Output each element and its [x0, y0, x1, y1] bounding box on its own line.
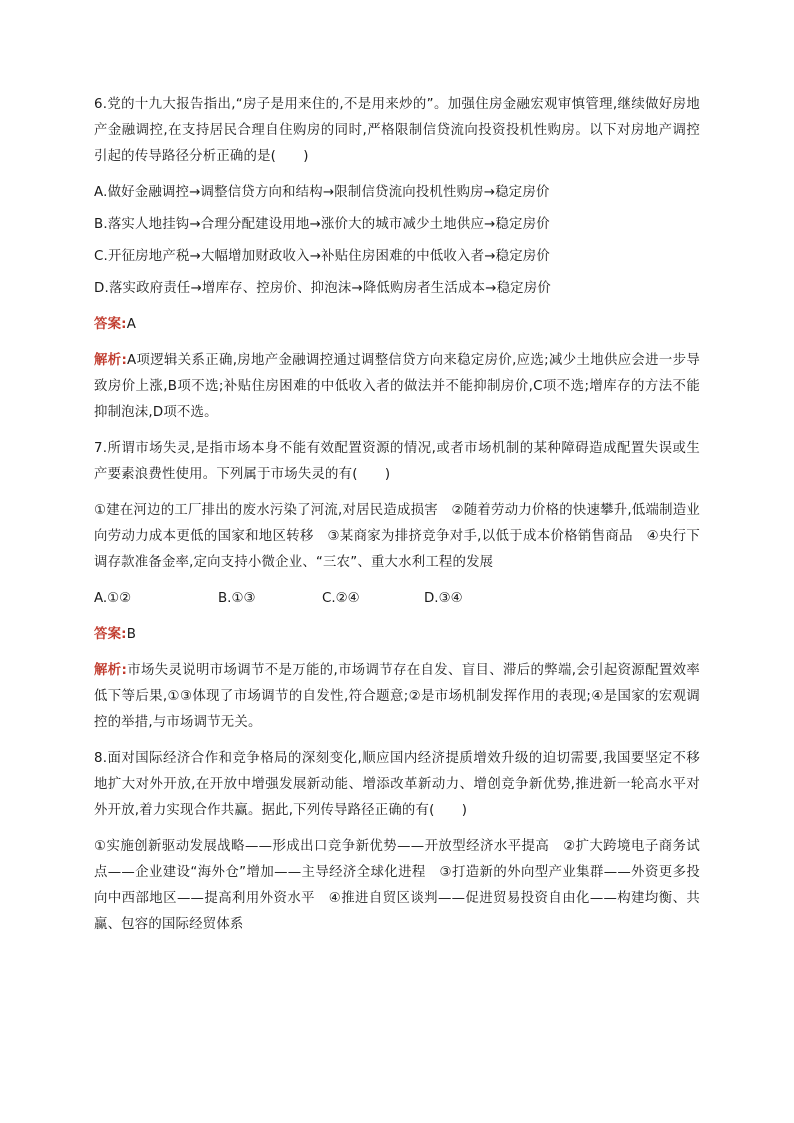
document-page [94, 92, 700, 938]
q6-option-a: A.做好金融调控→调整信贷方向和结构→限制信贷流向投机性购房→稳定房价 [94, 185, 550, 200]
q7-option-b: B.①③ [218, 591, 256, 606]
q6-answer [94, 312, 700, 338]
q6-analysis-label: 解析: [94, 353, 128, 368]
q7-answer [94, 622, 700, 648]
q7-analysis [94, 658, 700, 736]
q6-answer-label: 答案: [94, 317, 127, 332]
q7-option-c: C.②④ [322, 591, 360, 606]
q6-option-b: B.落实人地挂钩→合理分配建设用地→涨价大的城市减少土地供应→稳定房价 [94, 217, 550, 232]
q7-analysis-text: 市场失灵说明市场调节不是万能的,市场调节存在自发、盲目、滞后的弊端,会引起资源配置效率低下等后果,①③体现了市场调节的自发性,符合题意;②是市场机制发挥作用的表现;④是国家的宏观调控的举措,与市场调节无关。 [94, 663, 700, 730]
q7-answer-label: 答案: [94, 627, 127, 642]
q7-option-a: A.①② [94, 591, 132, 606]
q7-answer-value: B [126, 627, 137, 642]
q6-answer-value: A [126, 317, 137, 332]
q6-option-c: C.开征房地产税→大幅增加财政收入→补贴住房困难的中低收入者→稳定房价 [94, 249, 550, 264]
q7-analysis-label: 解析: [94, 663, 128, 678]
q8-items: ①实施创新驱动发展战略——形成出口竞争新优势——开放型经济水平提高 ②扩大跨境电子商务试点——企业建设“海外仓”增加——主导经济全球化进程 ③打造新的外向型产业集群——外资更多投向中西部地区——提高利用外资水平 ④推进自贸区谈判——促进贸易投资自由化——构建均衡、共赢、包容的国际经贸体系 [94, 839, 700, 932]
q8-stem: 8.面对国际经济合作和竞争格局的深刻变化,顺应国内经济提质增效升级的迫切需要,我国要坚定不移地扩大对外开放,在开放中增强发展新动能、增添改革新动力、增创竞争新优势,推进新一轮高水平对外开放,着力实现合作共赢。据此,下列传导路径正确的有( ) [94, 751, 700, 818]
q6-analysis-text: A项逻辑关系正确,房地产金融调控通过调整信贷方向来稳定房价,应选;减少土地供应会进一步导致房价上涨,B项不选;补贴住房困难的中低收入者的做法并不能抑制房价,C项不选;增库存的方法不能抑制泡沫,D项不选。 [94, 353, 700, 420]
q7-items: ①建在河边的工厂排出的废水污染了河流,对居民造成损害 ②随着劳动力价格的快速攀升,低端制造业向劳动力成本更低的国家和地区转移 ③某商家为排挤竞争对手,以低于成本价格销售商品 ④央行下调存款准备金率,定向支持小微企业、“三农”、重大水利工程的发展 [94, 503, 700, 570]
q7-stem: 7.所谓市场失灵,是指市场本身不能有效配置资源的情况,或者市场机制的某种障碍造成配置失误或生产要素浪费性使用。下列属于市场失灵的有( ) [94, 441, 700, 482]
q6-option-d: D.落实政府责任→增库存、控房价、抑泡沫→降低购房者生活成本→稳定房价 [94, 281, 551, 296]
q7-options [94, 586, 700, 612]
q6-stem: 6.党的十九大报告指出,“房子是用来住的,不是用来炒的”。加强住房金融宏观审慎管理,继续做好房地产金融调控,在支持居民合理自住购房的同时,严格限制信贷流向投资投机性购房。以下对房地产调控引起的传导路径分析正确的是( ) [94, 97, 700, 164]
q7-option-d: D.③④ [424, 591, 463, 606]
q6-analysis [94, 348, 700, 426]
